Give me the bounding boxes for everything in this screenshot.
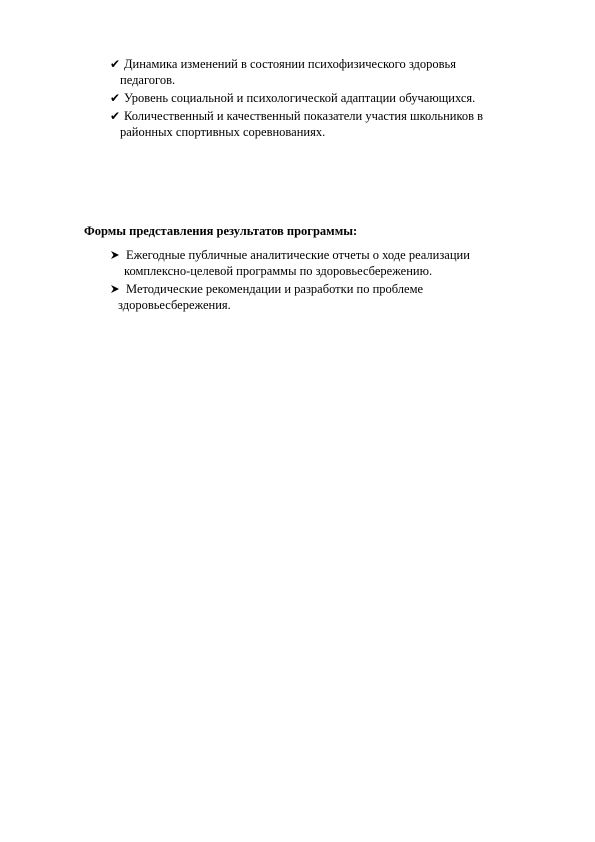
checkmark-icon: ✔ <box>109 57 121 71</box>
arrowhead-icon <box>108 247 122 263</box>
list-item <box>108 281 470 313</box>
list-item-text-continuation: здоровьесбережения. <box>118 298 231 312</box>
list-item-text: Уровень социальной и психологической адаптации обучающихся. <box>124 91 476 105</box>
list-item <box>108 247 470 279</box>
list-item-text-continuation: комплексно-целевой программы по здоровьесбережению. <box>124 264 433 278</box>
list-item-text: Методические рекомендации и разработки по проблеме <box>126 282 424 296</box>
list-item <box>108 90 483 106</box>
list-item-text-continuation: педагогов. <box>120 73 176 87</box>
indicators-list <box>108 56 483 140</box>
checkmark-icon: ✔ <box>109 109 121 123</box>
list-item-text: Количественный и качественный показатели участия школьников в <box>124 109 484 123</box>
list-item-text: Динамика изменений в состоянии психофизического здоровья <box>124 57 457 71</box>
section-heading: Формы представления результатов программы: <box>84 224 358 238</box>
arrowhead-icon <box>108 281 122 297</box>
list-item-text-continuation: районных спортивных соревнованиях. <box>120 125 326 139</box>
checkmark-icon: ✔ <box>109 91 121 105</box>
list-item <box>108 108 483 140</box>
forms-list <box>108 247 470 313</box>
list-item <box>108 56 483 88</box>
list-item-text: Ежегодные публичные аналитические отчеты о ходе реализации <box>126 248 470 262</box>
